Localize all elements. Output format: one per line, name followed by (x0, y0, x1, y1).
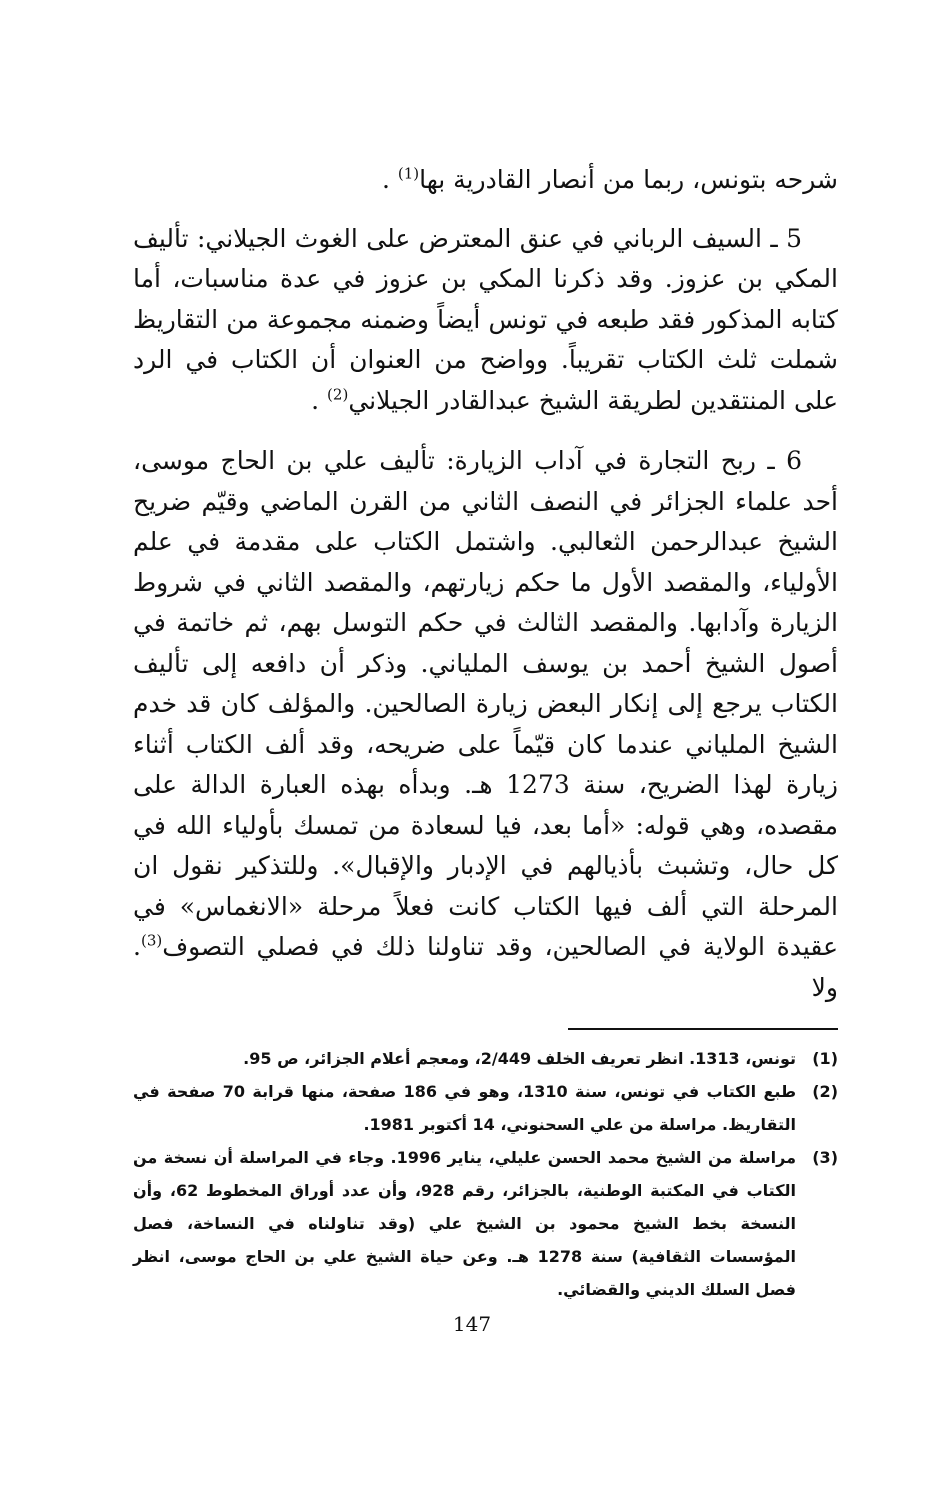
footnotes (133, 1042, 838, 1306)
paragraph-item-6 (133, 441, 838, 1008)
paragraph-text: 5 ـ السيف الرباني في عنق المعترض على الغوث الجيلاني: تأليف المكي بن عزوز. وقد ذكرنا المكي بن عزوز في عدة مناسبات، أما كتابه المذكور فقد طبعه في تونس أيضاً وضمنه مجموعة من التقاريظ شملت ثلث الكتاب تقريباً. وواضح من العنوان أن الكتاب في الرد على المنتقدين لطريقة الشيخ عبدالقادر الجيلاني (133, 223, 838, 415)
footnote-text: تونس، 1313. انظر تعريف الخلف 2/449، ومعجم أعلام الجزائر، ص 95. (243, 1049, 796, 1068)
footnote-ref: (3) (140, 931, 163, 950)
paragraph-tail: . (381, 165, 398, 194)
footnote-number: (3) (812, 1148, 838, 1167)
paragraph-text: 6 ـ ربح التجارة في آداب الزيارة: تأليف علي بن الحاج موسى، أحد علماء الجزائر في النصف الثاني من القرن الماضي وقيّم ضريح الشيخ عبدالرحمن الثعالبي. واشتمل الكتاب على مقدمة في علم الأولياء، والمقصد الأول ما حكم زيارتهم، والمقصد الثاني في شروط الزيارة وآدابها. والمقصد الثالث في حكم التوسل بهم، ثم خاتمة في أصول الشيخ أحمد بن يوسف الملياني. وذكر أن دافعه إلى تأليف الكتاب يرجع إلى إنكار البعض زيارة الصالحين. والمؤلف كان قد خدم الشيخ الملياني عندما كان قيّماً على ضريحه، وقد ألف الكتاب أثناء زيارة لهذا الضريح، سنة 1273 هـ. وبدأه بهذه العبارة الدالة على مقصده، وهي قوله: «أما بعد، فيا لسعادة من تمسك بأولياء الله في كل حال، وتشبث بأذيالهم في الإدبار والإقبال». وللتذكير نقول ان المرحلة التي ألف فيها الكتاب كانت فعلاً مرحلة «الانغماس» في عقيدة الولاية في الصالحين، وقد تناولنا ذلك في فصلي التصوف (133, 446, 838, 961)
footnote-text: مراسلة من الشيخ محمد الحسن عليلي، يناير 1996. وجاء في المراسلة أن نسخة من الكتاب في المكتبة الوطنية، بالجزائر، رقم 928، وأن عدد أوراق المخطوط 62، وأن النسخة بخط الشيخ محمود بن الشيخ علي (وقد تناولناه في النساخة، فصل المؤسسات الثقافية) سنة 1278 هـ. وعن حياة الشيخ علي بن الحاج موسى، انظر فصل السلك الديني والقضائي. (133, 1148, 797, 1299)
footnote-number: (2) (812, 1082, 838, 1101)
footnote-item (133, 1042, 838, 1075)
footnote-ref: (1) (397, 164, 420, 183)
footnote-ref: (2) (327, 385, 349, 404)
paragraph-tail: . (311, 385, 328, 415)
paragraph-continuation (133, 160, 838, 201)
paragraph-tail: . ولا (133, 932, 838, 1002)
footnote-item (133, 1141, 838, 1306)
footnote-number: (1) (812, 1049, 838, 1068)
footnote-text: طبع الكتاب في تونس، سنة 1310، وهو في 186 صفحة، منها قرابة 70 صفحة في التقاريظ. مراسلة من علي السحنوني، 14 أكتوبر 1981. (133, 1082, 797, 1134)
footnote-separator (568, 1028, 838, 1030)
paragraph-item-5 (133, 219, 838, 422)
page-body (133, 160, 838, 1340)
page-number: 147 (452, 1312, 492, 1336)
paragraph-text: شرحه بتونس، ربما من أنصار القادرية بها (419, 165, 838, 194)
footnote-item (133, 1075, 838, 1141)
